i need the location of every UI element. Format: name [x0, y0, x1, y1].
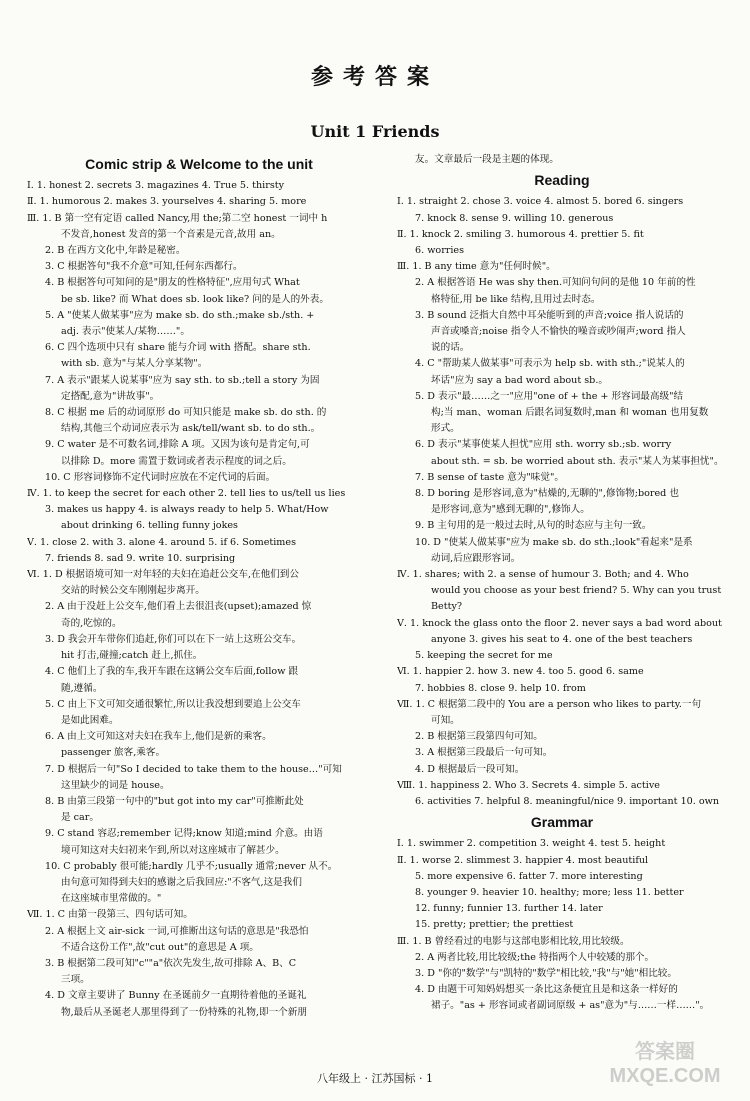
answer-line: Ⅲ. 1. B 第一空有定语 called Nancy,用 the;第二空 honest 一词中 h: [27, 212, 328, 224]
answer-line: Ⅴ. 1. knock the glass onto the floor 2. never says a bad word about: [397, 617, 722, 629]
answer-line: hit 打击,碰撞;catch 赶上,抓住。: [61, 650, 203, 662]
right-column: [397, 152, 727, 1015]
answer-line: 7. B sense of taste 意为"味觉"。: [415, 471, 564, 483]
answer-line: 2. B 在西方文化中,年龄是秘密。: [45, 245, 186, 257]
answer-line: passenger 旅客,乘客。: [61, 747, 166, 759]
answer-line: 2. A 两者比较,用比较级;the 特指两个人中较矮的那个。: [415, 951, 655, 963]
answer-line: 12. funny; funnier 13. further 14. later: [415, 903, 603, 915]
page-footer: 八年级上 · 江苏国标 · 1: [317, 1072, 433, 1085]
answer-line: Ⅵ. 1. happier 2. how 3. new 4. too 5. good 6. same: [397, 666, 644, 678]
answer-line: 结构,其他三个动词应表示为 ask/tell/want sb. to do sth.。: [61, 423, 321, 435]
answer-line: 8. D boring 是形容词,意为"枯燥的,无聊的",修饰物;bored 也: [415, 488, 679, 500]
answer-line: Ⅴ. 1. close 2. with 3. alone 4. around 5. if 6. Sometimes: [27, 536, 296, 548]
answer-line: 4. B 根据答句可知问的是"朋友的性格特征",应用句式 What: [45, 277, 300, 289]
answer-line: 5. keeping the secret for me: [415, 650, 553, 662]
answer-line: 9. C water 是不可数名词,排除 A 项。又因为该句是肯定句,可: [45, 439, 310, 451]
answer-line: 2. B 根据第三段第四句可知。: [415, 731, 543, 743]
section-heading-comic: Comic strip & Welcome to the unit: [85, 156, 313, 172]
answer-line: 在这座城市里常做的。": [61, 893, 162, 905]
answer-line: 3. D "你的"数学"与"凯特的"数学"相比较,"我"与"她"相比较。: [415, 967, 677, 979]
answer-line: 6. worries: [415, 245, 465, 257]
answer-line: Ⅰ. 1. straight 2. chose 3. voice 4. almost 5. bored 6. singers: [397, 196, 684, 208]
answer-line: 形式。: [431, 423, 460, 435]
answer-line: Ⅳ. 1. shares; with 2. a sense of humour 3. Both; and 4. Who: [397, 569, 689, 581]
answer-line: 8. B 由第三段第一句中的"but got into my car"可推断此处: [45, 795, 304, 807]
answer-line: 5. A "使某人做某事"应为 make sb. do sth.;make sb./sth. +: [45, 309, 315, 321]
answer-line: 8. C 根据 me 后的动词原形 do 可知只能是 make sb. do sth. 的: [45, 407, 327, 419]
answer-line: 声音或嗓音;noise 指令人不愉快的噪音或吵闹声;word 指人: [431, 326, 686, 338]
answer-line: Ⅱ. 1. worse 2. slimmest 3. happier 4. most beautiful: [397, 854, 649, 866]
answer-line: about sth. = sb. be worried about sth. 表示"某人为某事担忧"。: [431, 455, 724, 467]
answer-line: 动词,后应跟形容词。: [431, 552, 521, 564]
answer-line: 由句意可知得到夫妇的感谢之后我回应:"不客气,这是我们: [61, 876, 302, 888]
answer-line: 4. D 根据最后一段可知。: [415, 763, 525, 775]
answer-line: Ⅷ. 1. happiness 2. Who 3. Secrets 4. simple 5. active: [397, 779, 660, 791]
answer-line: 坏话"应为 say a bad word about sb.。: [431, 374, 608, 386]
answer-line: 说的话。: [431, 342, 470, 354]
answer-line: 8. younger 9. heavier 10. healthy; more; less 11. better: [415, 886, 684, 898]
watermark-logo: 答案圈 MXQE.COM: [609, 1041, 721, 1087]
continued-text: 友。文章最后一段是主题的体现。: [415, 154, 559, 165]
answer-line: would you choose as your best friend? 5. Why can you trust: [431, 585, 722, 597]
answer-line: 7. hobbies 8. close 9. help 10. from: [415, 682, 586, 694]
answer-line: 6. D 表示"某事使某人担忧"应用 sth. worry sb.;sb. worry: [415, 439, 672, 451]
answer-line: 3. makes us happy 4. is always ready to help 5. What/How: [45, 504, 329, 516]
answer-line: 不发音,honest 发音的第一个音素是元音,故用 an。: [61, 228, 281, 240]
answer-line: 4. C 他们上了我的车,我开车跟在这辆公交车后面,follow 跟: [45, 666, 299, 678]
answer-line: 随,遵循。: [61, 682, 103, 694]
answer-line: Ⅶ. 1. C 由第一段第三、四句话可知。: [27, 909, 193, 921]
answer-line: 2. A 根据答语 He was shy then.可知问句问的是他 10 年前的性: [415, 277, 696, 289]
answer-line: 境可知这对夫妇初来乍到,所以对这座城市了解甚少。: [61, 844, 285, 856]
answer-line: 6. C 四个选项中只有 share 能与介词 with 搭配。share sth.: [45, 342, 311, 354]
answer-line: 可知。: [431, 714, 460, 726]
answer-line: 是如此困难。: [61, 714, 119, 726]
answer-line: 3. A 根据第三段最后一句可知。: [415, 747, 553, 759]
answer-line: Ⅱ. 1. humorous 2. makes 3. yourselves 4. sharing 5. more: [27, 196, 307, 208]
answer-line: 4. D 由题干可知妈妈想买一条比这条便宜且是和这条一样好的: [415, 984, 678, 996]
answer-line: 交站的时候公交车刚刚起步离开。: [61, 585, 205, 597]
answer-line: Ⅰ. 1. honest 2. secrets 3. magazines 4. True 5. thirsty: [27, 180, 285, 192]
left-column: [27, 152, 371, 1021]
answer-line: about drinking 6. telling funny jokes: [61, 520, 238, 532]
answer-line: 物,最后从圣诞老人那里得到了一份特殊的礼物,即一个新朋: [61, 1006, 307, 1018]
answer-line: 10. D "使某人做某事"应为 make sb. do sth.;look"看起来"是系: [415, 536, 693, 548]
answer-line: Ⅱ. 1. knock 2. smiling 3. humorous 4. prettier 5. fit: [397, 228, 644, 240]
answer-line: Ⅲ. 1. B 曾经看过的电影与这部电影相比较,用比较级。: [397, 935, 630, 947]
answer-line: 9. C stand 容忍;remember 记得;know 知道;mind 介意。由语: [45, 828, 323, 840]
left-lines: [27, 178, 371, 1021]
answer-line: 4. D 文章主要讲了 Bunny 在圣诞前夕一直期待着他的圣诞礼: [45, 990, 307, 1002]
answer-line: 5. C 由上下文可知交通很繁忙,所以让我没想到要追上公交车: [45, 698, 301, 710]
answer-line: 以排除 D。more 需置于数词或者表示程度的词之后。: [61, 455, 292, 467]
answer-line: 定搭配,意为"讲故事"。: [61, 390, 160, 402]
answer-line: 3. C 根据答句"我不介意"可知,任何东西都行。: [45, 261, 243, 273]
answer-line: 3. B sound 泛指大自然中耳朵能听到的声音;voice 指人说话的: [415, 309, 684, 321]
answer-line: 三项。: [61, 974, 90, 986]
answer-line: 3. D 我会开车带你们追赶,你们可以在下一站上这班公交车。: [45, 633, 302, 645]
answer-line: Betty?: [431, 601, 463, 613]
answer-line: Ⅰ. 1. swimmer 2. competition 3. weight 4. test 5. height: [397, 838, 666, 850]
answer-line: with sb. 意为"与某人分享某物"。: [61, 358, 208, 370]
unit-heading: Unit 1 Friends: [310, 122, 440, 141]
section-heading-grammar: Grammar: [530, 814, 594, 831]
page-title: 参考答案: [310, 64, 439, 90]
answer-line: 是 car。: [61, 812, 99, 824]
answer-line: 9. B 主句用的是一般过去时,从句的时态应与主句一致。: [415, 520, 652, 532]
answer-line: 不适合这份工作",故"cut out"的意思是 A 项。: [61, 941, 259, 953]
grammar-lines: [397, 836, 727, 1014]
answer-line: 4. C "帮助某人做某事"可表示为 help sb. with sth.;"说某人的: [415, 358, 685, 370]
answer-line: 奇的,吃惊的。: [61, 617, 122, 629]
answer-line: 15. pretty; prettier; the prettiest: [415, 919, 574, 931]
answer-line: 7. friends 8. sad 9. write 10. surprising: [45, 552, 236, 564]
reading-lines: [397, 194, 727, 810]
answer-line: 构;当 man、woman 后跟名词复数时,man 和 woman 也用复数: [431, 407, 709, 419]
answer-line: Ⅲ. 1. B any time 意为"任何时候"。: [397, 261, 556, 273]
answer-line: 7. D 根据后一句"So I decided to take them to the house…"可知: [45, 763, 342, 775]
answer-line: 这里缺少的词是 house。: [61, 779, 170, 791]
answer-line: 5. more expensive 6. fatter 7. more interesting: [415, 870, 643, 882]
answer-line: 7. A 表示"跟某人说某事"应为 say sth. to sb.;tell a story 为固: [45, 374, 320, 386]
answer-line: 7. knock 8. sense 9. willing 10. generous: [415, 212, 614, 224]
answer-line: 10. C 形容词修饰不定代词时应放在不定代词的后面。: [45, 471, 276, 483]
answer-line: be sb. like? 而 What does sb. look like? 问的是人的外表。: [61, 293, 329, 305]
answer-line: Ⅳ. 1. to keep the secret for each other 2. tell lies to us/tell us lies: [27, 488, 346, 500]
answer-line: 6. A 由上文可知这对夫妇在我车上,他们是新的乘客。: [45, 731, 272, 743]
answer-line: Ⅶ. 1. C 根据第二段中的 You are a person who likes to party.一句: [397, 698, 702, 710]
answer-line: 6. activities 7. helpful 8. meaningful/nice 9. important 10. own: [415, 795, 720, 807]
answer-line: 10. C probably 很可能;hardly 几乎不;usually 通常;never 从不。: [45, 860, 338, 872]
answer-line: 2. A 由于没赶上公交车,他们看上去很沮丧(upset);amazed 惊: [45, 601, 312, 613]
answer-line: 2. A 根据上文 air-sick 一词,可推断出这句话的意思是"我恐怕: [45, 925, 309, 937]
answer-line: 格特征,用 be like 结构,且用过去时态。: [431, 293, 601, 305]
answer-line: 是形容词,意为"感到无聊的",修饰人。: [431, 504, 590, 516]
answer-line: 5. D 表示"最……之一"应用"one of + the + 形容词最高级"结: [415, 390, 684, 402]
answer-line: Ⅵ. 1. D 根据语境可知一对年轻的夫妇在追赶公交车,在他们到公: [27, 569, 299, 581]
answer-line: 裙子。"as + 形容词或者副词原级 + as"意为"与……一样……"。: [431, 1000, 710, 1012]
answer-line: 3. B 根据第二段可知"c""a"依次先发生,故可排除 A、B、C: [45, 957, 297, 969]
section-heading-reading: Reading: [534, 172, 590, 189]
answer-line: adj. 表示"使某人/某物……"。: [61, 326, 190, 338]
answer-line: anyone 3. gives his seat to 4. one of the best teachers: [431, 633, 693, 645]
